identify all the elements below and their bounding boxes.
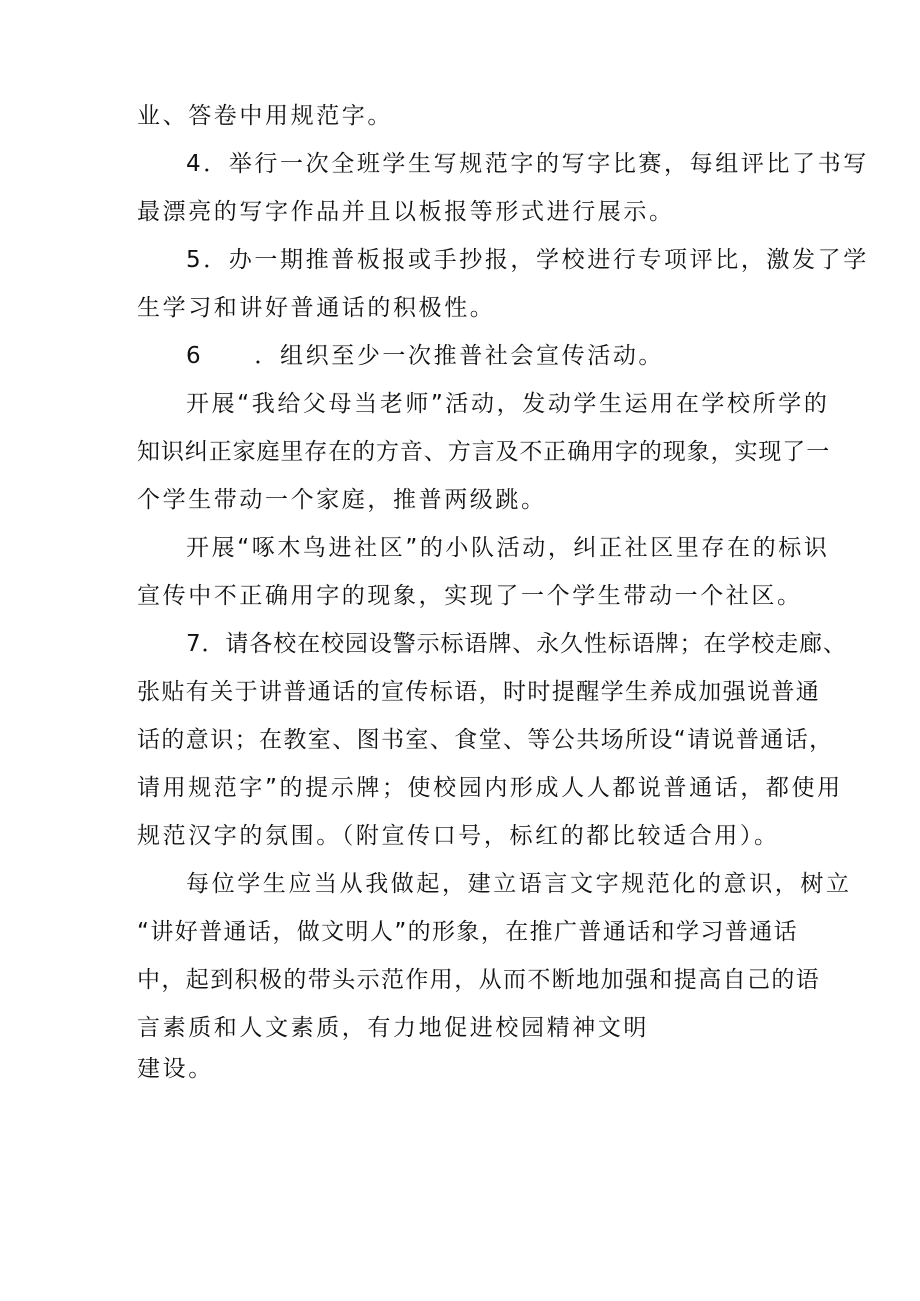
- text-line: 请用规范字”的提示牌；使校园内形成人人都说普通话，都使用: [137, 775, 843, 801]
- text-line: 建设。: [137, 1056, 214, 1082]
- text-line: 话的意识；在教室、图书室、食堂、等公共场所设“请说普通话，: [137, 727, 834, 753]
- text-line: 生学习和讲好普通话的积极性。: [137, 295, 496, 321]
- text-line: 中，起到积极的带头示范作用，从而不断地加强和提高自己的语: [137, 967, 821, 993]
- text-line: 开展“啄木鸟进社区”的小队活动，纠正社区里存在的标识: [186, 535, 830, 561]
- text-line: 4．举行一次全班学生写规范字的写字比赛，每组评比了书写: [186, 151, 869, 177]
- text-line: 宣传中不正确用字的现象，实现了一个学生带动一个社区。: [137, 583, 803, 609]
- text-line: 业、答卷中用规范字。: [137, 103, 393, 129]
- text-line: 言素质和人文素质，有力地促进校园精神文明: [137, 1015, 649, 1041]
- text-line: 开展“我给父母当老师”活动，发动学生运用在学校所学的: [186, 391, 830, 417]
- text-line: 个学生带动一个家庭，推普两级跳。: [137, 487, 547, 513]
- text-line: 6 ．组织至少一次推普社会宣传活动。: [186, 343, 665, 369]
- text-line: 张贴有关于讲普通话的宣传标语，时时提醒学生养成加强说普通: [137, 679, 821, 705]
- text-line: 知识纠正家庭里存在的方音、方言及不正确用字的现象，实现了一: [137, 439, 831, 465]
- text-line: 5．办一期推普板报或手抄报，学校进行专项评比，激发了学: [186, 247, 869, 273]
- text-line: 最漂亮的写字作品并且以板报等形式进行展示。: [137, 199, 675, 225]
- text-line: 7．请各校在校园设警示标语牌、永久性标语牌；在学校走廊、: [186, 631, 847, 657]
- text-line: “讲好普通话，做文明人”的形象，在推广普通话和学习普通话: [137, 919, 799, 945]
- text-line: 每位学生应当从我做起，建立语言文字规范化的意识，树立: [186, 871, 852, 897]
- text-line: 规范汉字的氛围。（附宣传口号，标红的都比较适合用）。: [137, 823, 780, 849]
